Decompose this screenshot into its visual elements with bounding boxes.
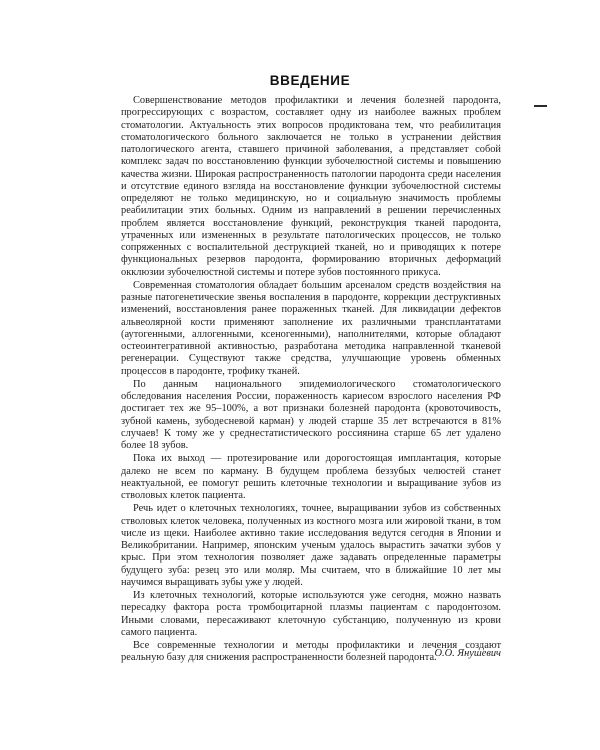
paragraph: Современная стоматология обладает большим арсеналом средств воздействия на разные патогенетические звенья воспаления в пародонте, коррекции деструктивных изменений, восстановления ранее пораженных тканей. Для ликвидации дефектов альвеолярной кости применяют заполнение их различными трансплантатами (аутогенными, аллогенными, ксеногенными), наполнителями, которые обладают остеоинтегративной активностью, разработана методика направленной тканевой регенерации. Существуют также средства, улучшающие уровень обменных процессов в пародонте, трофику тканей.	[121, 279, 501, 377]
paragraph: Пока их выход — протезирование или дорогостоящая имплантация, которые далеко не всем по карману. В будущем проблема беззубых челюстей станет неактуальной, ее помогут решить клеточные технологии и выращивание зубов из стволовых клеток пациента.	[121, 453, 501, 501]
margin-marker	[534, 105, 547, 107]
page-title: ВВЕДЕНИЕ	[269, 73, 351, 88]
paragraph: Совершенствование методов профилактики и лечения болезней пародонта, прогрессирующих с возрастом, составляет одну из наиболее важных проблем стоматологии. Актуальность этих вопросов продиктована тем, что реабилитация стоматологического больного заключается не только в устранении действия патологического агента, ставшего причиной заболевания, а представляет собой комплекс задач по восстановлению функции зубочелюстной системы и повышению качества жизни. Широкая распространенность патологии пародонта среди населения и отсутствие единого взгляда на восстановление функции зубочелюстной системы определяют не только медицинскую, но и социальную значимость проблемы реабилитации этих больных. Одним из направлений в решении перечисленных проблем является восстановление функций, реконструкция тканей пародонта, утраченных или измененных в результате патологических процессов, не только сопряженных с воспалительной деструкцией тканей, но и приводящих к потере функциональных резервов пародонта, формированию вторичных деформаций окклюзии зубочелюстной системы и потере зубов постоянного прикуса.	[121, 95, 501, 278]
author-signature: О.О. Янушевич	[434, 648, 501, 659]
body-text	[121, 95, 501, 666]
paragraph: Все современные технологии и методы профилактики и лечения создают реальную базу для снижения распространенности болезней пародонта.	[121, 640, 501, 664]
paragraph: Речь идет о клеточных технологиях, точнее, выращивании зубов из собственных стволовых клеток человека, полученных из костного мозга или жировой ткани, в том числе из щеки. Наиболее активно такие исследования ведутся сегодня в Японии и Великобритании. Например, японским ученым удалось вырастить зачатки зубов у крыс. При этом технология позволяет даже задавать определенные параметры будущего зуба: резец это или моляр. Мы считаем, что в ближайшие 10 лет мы научимся выращивать зубы уже у людей.	[121, 503, 501, 588]
paragraph: Из клеточных технологий, которые используются уже сегодня, можно назвать пересадку фактора роста тромбоцитарной плазмы пациентам с пародонтозом. Иными словами, пересаживают клеточную субстанцию, полученную из крови самого пациента.	[121, 590, 501, 638]
paragraph: По данным национального эпидемиологического стоматологического обследования населения России, пораженность кариесом взрослого населения РФ достигает тех же 95–100%, а вот признаки болезней пародонта (кровоточивость, зубной камень, зубодесневой карман) у людей старше 35 лет встречаются в 81% случаев! К тому же у среднестатистического россиянина старше 65 лет удалено более 18 зубов.	[121, 378, 501, 451]
